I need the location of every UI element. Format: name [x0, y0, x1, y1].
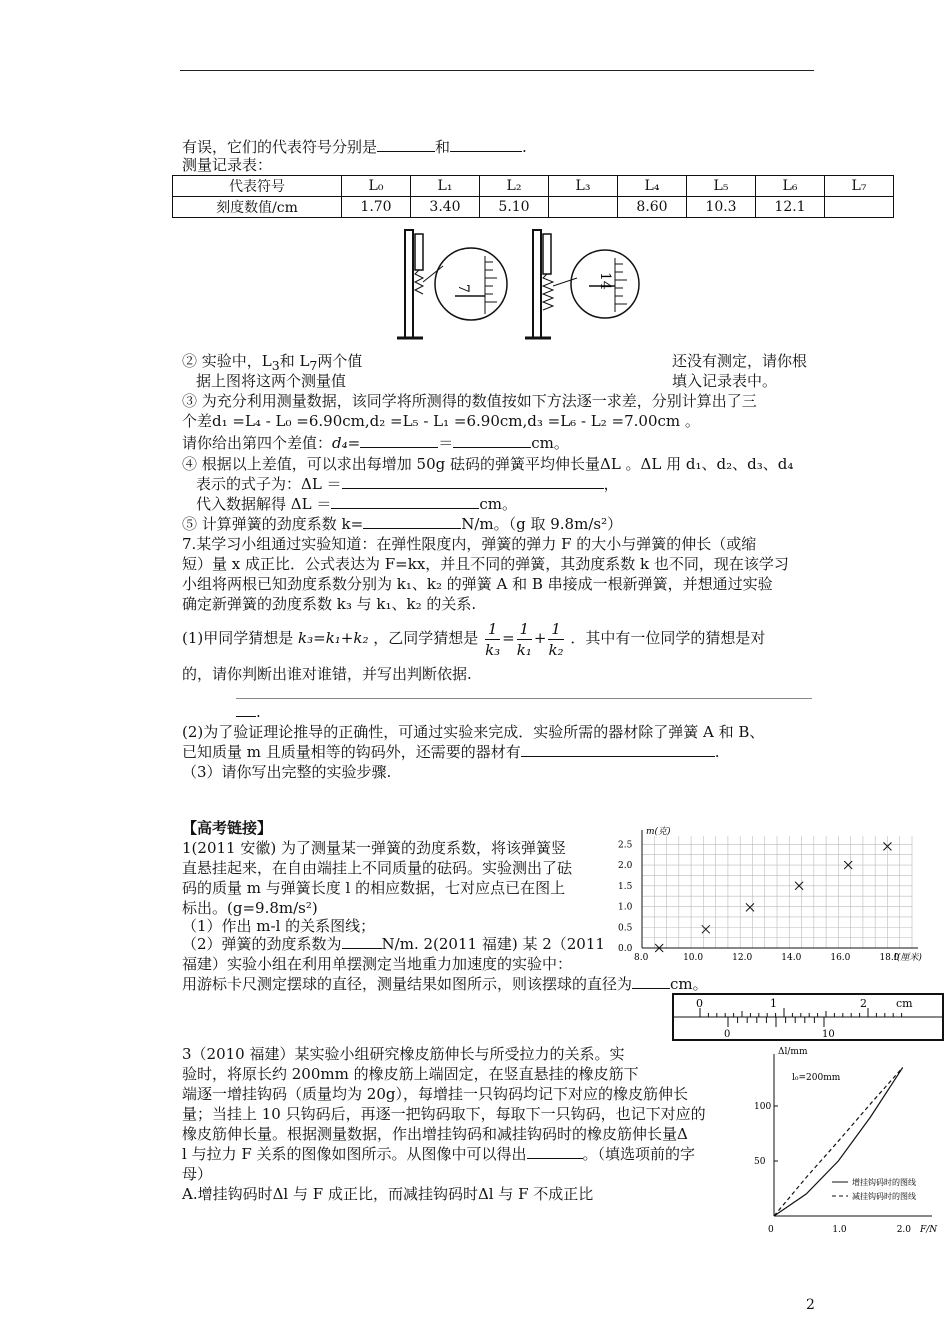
text-line: 个差d₁ =L₄ - L₀ =6.90cm,d₂ =L₅ - L₁ =6.90cm,d₃ =L₆ - L₂ =7.00cm 。	[182, 412, 700, 430]
text-line: 直悬挂起来，在自由端挂上不同质量的砝码。实验测出了砝	[182, 859, 573, 877]
y-tick-label: 100	[754, 1102, 772, 1112]
text: 请你给出第四个差值：	[182, 434, 333, 452]
table-caption: 测量记录表：	[182, 156, 273, 174]
text-line: 福建）实验小组在利用单摆测定当地重力加速度的实验中：	[182, 955, 573, 973]
blank[interactable]	[521, 742, 715, 757]
table-cell: 5.10	[480, 197, 549, 218]
text: ＝	[438, 434, 454, 452]
text-line	[182, 137, 527, 157]
blank[interactable]	[342, 474, 604, 489]
text: N/m。（g 取 9.8m/s²）	[461, 515, 623, 533]
page-number: 2	[806, 1297, 815, 1313]
blank[interactable]	[632, 974, 670, 989]
text: （2）弹簧的劲度系数为	[182, 935, 342, 953]
text-line: 小组将两根已知劲度系数分别为 k₁、k₂ 的弹簧 A 和 B 串接成一根新弹簧，并想通过实验	[182, 575, 773, 593]
text-line	[182, 514, 622, 534]
y-tick-label: 2.5	[618, 840, 633, 851]
x-tick-label: 10.0	[683, 953, 704, 963]
text-line: 验时，将原长约 200mm 的橡皮筋上端固定，在竖直悬挂的橡皮筋下	[182, 1065, 639, 1083]
rubber-band-chart	[752, 1044, 942, 1254]
x-axis-label: l(厘米)	[894, 953, 922, 963]
y-tick-label: 2.0	[618, 861, 633, 872]
text-line: 确定新弹簧的劲度系数 k₃ 与 k₁、k₂ 的关系.	[182, 595, 477, 613]
blank[interactable]	[236, 702, 256, 717]
text: 和	[435, 138, 451, 156]
text: .	[522, 138, 527, 156]
y-tick-label: 1.5	[618, 881, 633, 892]
vernier-caliper	[672, 993, 944, 1041]
text-line	[182, 1144, 695, 1164]
text: ．其中有一位同学的猜想是对	[570, 629, 766, 647]
legend-label: 增挂钩码时的图线	[852, 1178, 916, 1187]
table-cell: L₄	[618, 176, 687, 197]
text-line: （3）请你写出完整的实验步骤.	[182, 763, 392, 781]
x-tick-label: 16.0	[830, 953, 851, 963]
header-rule	[180, 70, 814, 71]
text: .	[256, 703, 261, 721]
legend-label: 减挂钩码时的图线	[852, 1192, 916, 1201]
text: cm。	[670, 975, 708, 993]
text: ，	[603, 475, 619, 493]
text-line: 的，请你判断出谁对谁错，并写出判断依据.	[182, 665, 472, 683]
text-line: 短）量 x 成正比．公式表达为 F=kx，并且不同的弹簧，其劲度系数 k 也不同，现在该学习	[182, 555, 789, 573]
text: 用游标卡尺测定摆球的直径，测量结果如图所示，则该摆球的直径为	[182, 975, 633, 993]
text-line: A.增挂钩码时Δl 与 F 成正比，而减挂钩码时Δl 与 F 不成正比	[182, 1185, 594, 1203]
text: ，乙同学猜想是	[373, 629, 479, 647]
m-l-scatter-chart	[612, 824, 942, 964]
table-cell: 3.40	[411, 197, 480, 218]
text-line: 据上图将这两个测量值	[196, 372, 347, 390]
blank[interactable]	[377, 137, 435, 152]
x-tick-label: 8.0	[634, 953, 649, 963]
table-cell: L₆	[756, 176, 825, 197]
text-line: 端逐一增挂钩码（质量均为 20g），每增挂一只钩码均记下对应的橡皮筋伸长	[182, 1085, 688, 1103]
text-line: 还没有测定，请你根	[672, 352, 808, 370]
table-cell: 代表符号	[173, 176, 342, 197]
blank[interactable]	[331, 494, 479, 509]
caliper-label: 1	[770, 997, 777, 1010]
table-cell: L₁	[411, 176, 480, 197]
text-line: 码的质量 m 与弹簧长度 l 的相应数据，七对应点已在图上	[182, 879, 566, 897]
record-table	[172, 175, 894, 218]
blank[interactable]	[360, 433, 438, 448]
table-cell: 1.70	[342, 197, 411, 218]
table-cell: 8.60	[618, 197, 687, 218]
text-line: (2)为了验证理论推导的正确性，可通过实验来完成．实验所需的器材除了弹簧 A 和 B、	[182, 723, 765, 741]
table-cell: 刻度数值/cm	[173, 197, 342, 218]
caliper-label: 2	[860, 997, 867, 1010]
y-axis-label: m(克)	[646, 827, 671, 837]
table-cell: L₃	[549, 176, 618, 197]
y-tick-label: 0.0	[618, 944, 633, 954]
answer-line[interactable]	[236, 698, 812, 699]
blank[interactable]	[363, 514, 461, 529]
text: 有误，它们的代表符号分别是	[182, 138, 378, 156]
x-tick-label: 1.0	[832, 1225, 847, 1235]
x-axis-label: F/N	[920, 1225, 938, 1235]
table-cell: 12.1	[756, 197, 825, 218]
caliper-label: cm	[896, 997, 913, 1010]
x-tick-label: 0	[768, 1225, 774, 1235]
caliper-label: 10	[822, 1029, 835, 1039]
section-title: 【高考链接】	[182, 819, 273, 837]
text: cm。	[479, 495, 517, 513]
text-line: 7.某学习小组通过实验知道：在弹性限度内，弹簧的弹力 F 的大小与弹簧的伸长（或缩	[182, 535, 757, 553]
table-cell: L₀	[342, 176, 411, 197]
text-line	[182, 433, 569, 453]
text-line: 量；当挂上 10 只钩码后，再逐一把钩码取下，每取下一只钩码，也记下对应的	[182, 1105, 706, 1123]
table-cell: 10.3	[687, 197, 756, 218]
text: cm。	[531, 434, 569, 452]
text: N/m. 2(2011 福建) 某 2（2011	[381, 935, 605, 953]
text: d₄=	[332, 434, 361, 452]
text-line	[182, 742, 720, 762]
table-cell: L₇	[825, 176, 894, 197]
table-cell: L₂	[480, 176, 549, 197]
text-line: 橡皮筋伸长量。根据测量数据，作出增挂钩码和减挂钩码时的橡皮筋伸长量Δ	[182, 1125, 688, 1143]
text-line: 标出。(g=9.8m/s²)	[182, 899, 318, 917]
caliper-label: 0	[696, 997, 703, 1010]
text-line: ③ 为充分利用测量数据，该同学将所测得的数值按如下方法逐一求差，分别计算出了三	[182, 392, 757, 410]
text: ⑤ 计算弹簧的劲度系数 k=	[182, 515, 364, 533]
text-line	[182, 934, 605, 954]
fraction: $\frac{1}{\text{k₃}}$	[485, 619, 501, 659]
scale-mark: 7	[455, 284, 471, 293]
text-line	[236, 702, 261, 722]
text-line: 1(2011 安徽) 为了测量某一弹簧的劲度系数，将该弹簧竖	[182, 839, 566, 857]
text-line: ④ 根据以上差值，可以求出每增加 50g 砝码的弹簧平均伸长量ΔL 。ΔL 用 d₁、d₂、d₃、d₄	[182, 455, 794, 473]
text: 已知质量 m 且质量相等的钩码外，还需要的器材有	[182, 743, 521, 761]
text: 3	[271, 358, 280, 373]
text: .	[714, 743, 720, 761]
x-tick-label: 18.0	[879, 953, 900, 963]
text: (1)甲同学猜想是	[182, 629, 294, 647]
y-axis-label: Δl/mm	[778, 1047, 808, 1057]
text-line: (1)甲同学猜想是 k₃=k₁+k₂ ，乙同学猜想是 $\frac{1}{\text{k₃}}$ = $\frac{1}{\text{k₁}}$ + $\frac{1}{\text{k₂}}$ ．其中有一位同学的猜想是对	[182, 619, 766, 659]
text-line	[196, 494, 517, 514]
y-tick-label: 0.5	[618, 923, 633, 934]
x-tick-label: 2.0	[896, 1225, 912, 1235]
caliper-scale	[674, 995, 942, 1039]
formula: k₃=k₁+k₂	[298, 629, 369, 647]
text-line: （1）作出 m-l 的关系图线；	[182, 917, 376, 935]
scale-mark: 14	[597, 272, 613, 290]
blank[interactable]	[453, 433, 531, 448]
text-line: 母）	[182, 1165, 213, 1183]
table-row	[173, 176, 894, 197]
table-cell[interactable]	[549, 197, 618, 218]
text: 表示的式子为：ΔL ＝	[196, 475, 342, 493]
table-cell: L₅	[687, 176, 756, 197]
annotation: l₀=200mm	[792, 1073, 841, 1083]
blank[interactable]	[527, 1144, 583, 1159]
y-tick-label: 1.0	[618, 902, 633, 913]
fraction: $\frac{1}{\text{k₂}}$	[548, 619, 564, 659]
y-tick-label: 50	[754, 1157, 766, 1167]
text: 代入数据解得 ΔL ＝	[196, 495, 332, 513]
text: 。（填选项前的字	[582, 1145, 696, 1163]
text-line: 填入记录表中。	[672, 372, 778, 390]
spring-scale-figure	[393, 226, 643, 346]
text: 和 L	[279, 352, 310, 370]
blank[interactable]	[342, 934, 382, 949]
x-tick-label: 14.0	[781, 953, 802, 963]
data-point	[702, 925, 710, 933]
text: ② 实验中，L	[182, 352, 272, 370]
text: l 与拉力 F 关系的图像如图所示。从图像中可以得出	[182, 1145, 527, 1163]
text-line	[182, 974, 708, 994]
blank[interactable]	[450, 137, 522, 152]
text-line: 3（2010 福建）某实验小组研究橡皮筋伸长与所受拉力的关系。实	[182, 1045, 625, 1063]
caliper-label: 0	[724, 1029, 731, 1039]
table-cell[interactable]	[825, 197, 894, 218]
fraction: $\frac{1}{\text{k₁}}$	[516, 619, 532, 659]
text: 两个值	[317, 352, 363, 370]
table-row	[173, 197, 894, 218]
text-line	[196, 474, 619, 494]
data-point	[746, 903, 754, 911]
text: 7	[309, 358, 318, 373]
x-tick-label: 12.0	[732, 953, 753, 963]
